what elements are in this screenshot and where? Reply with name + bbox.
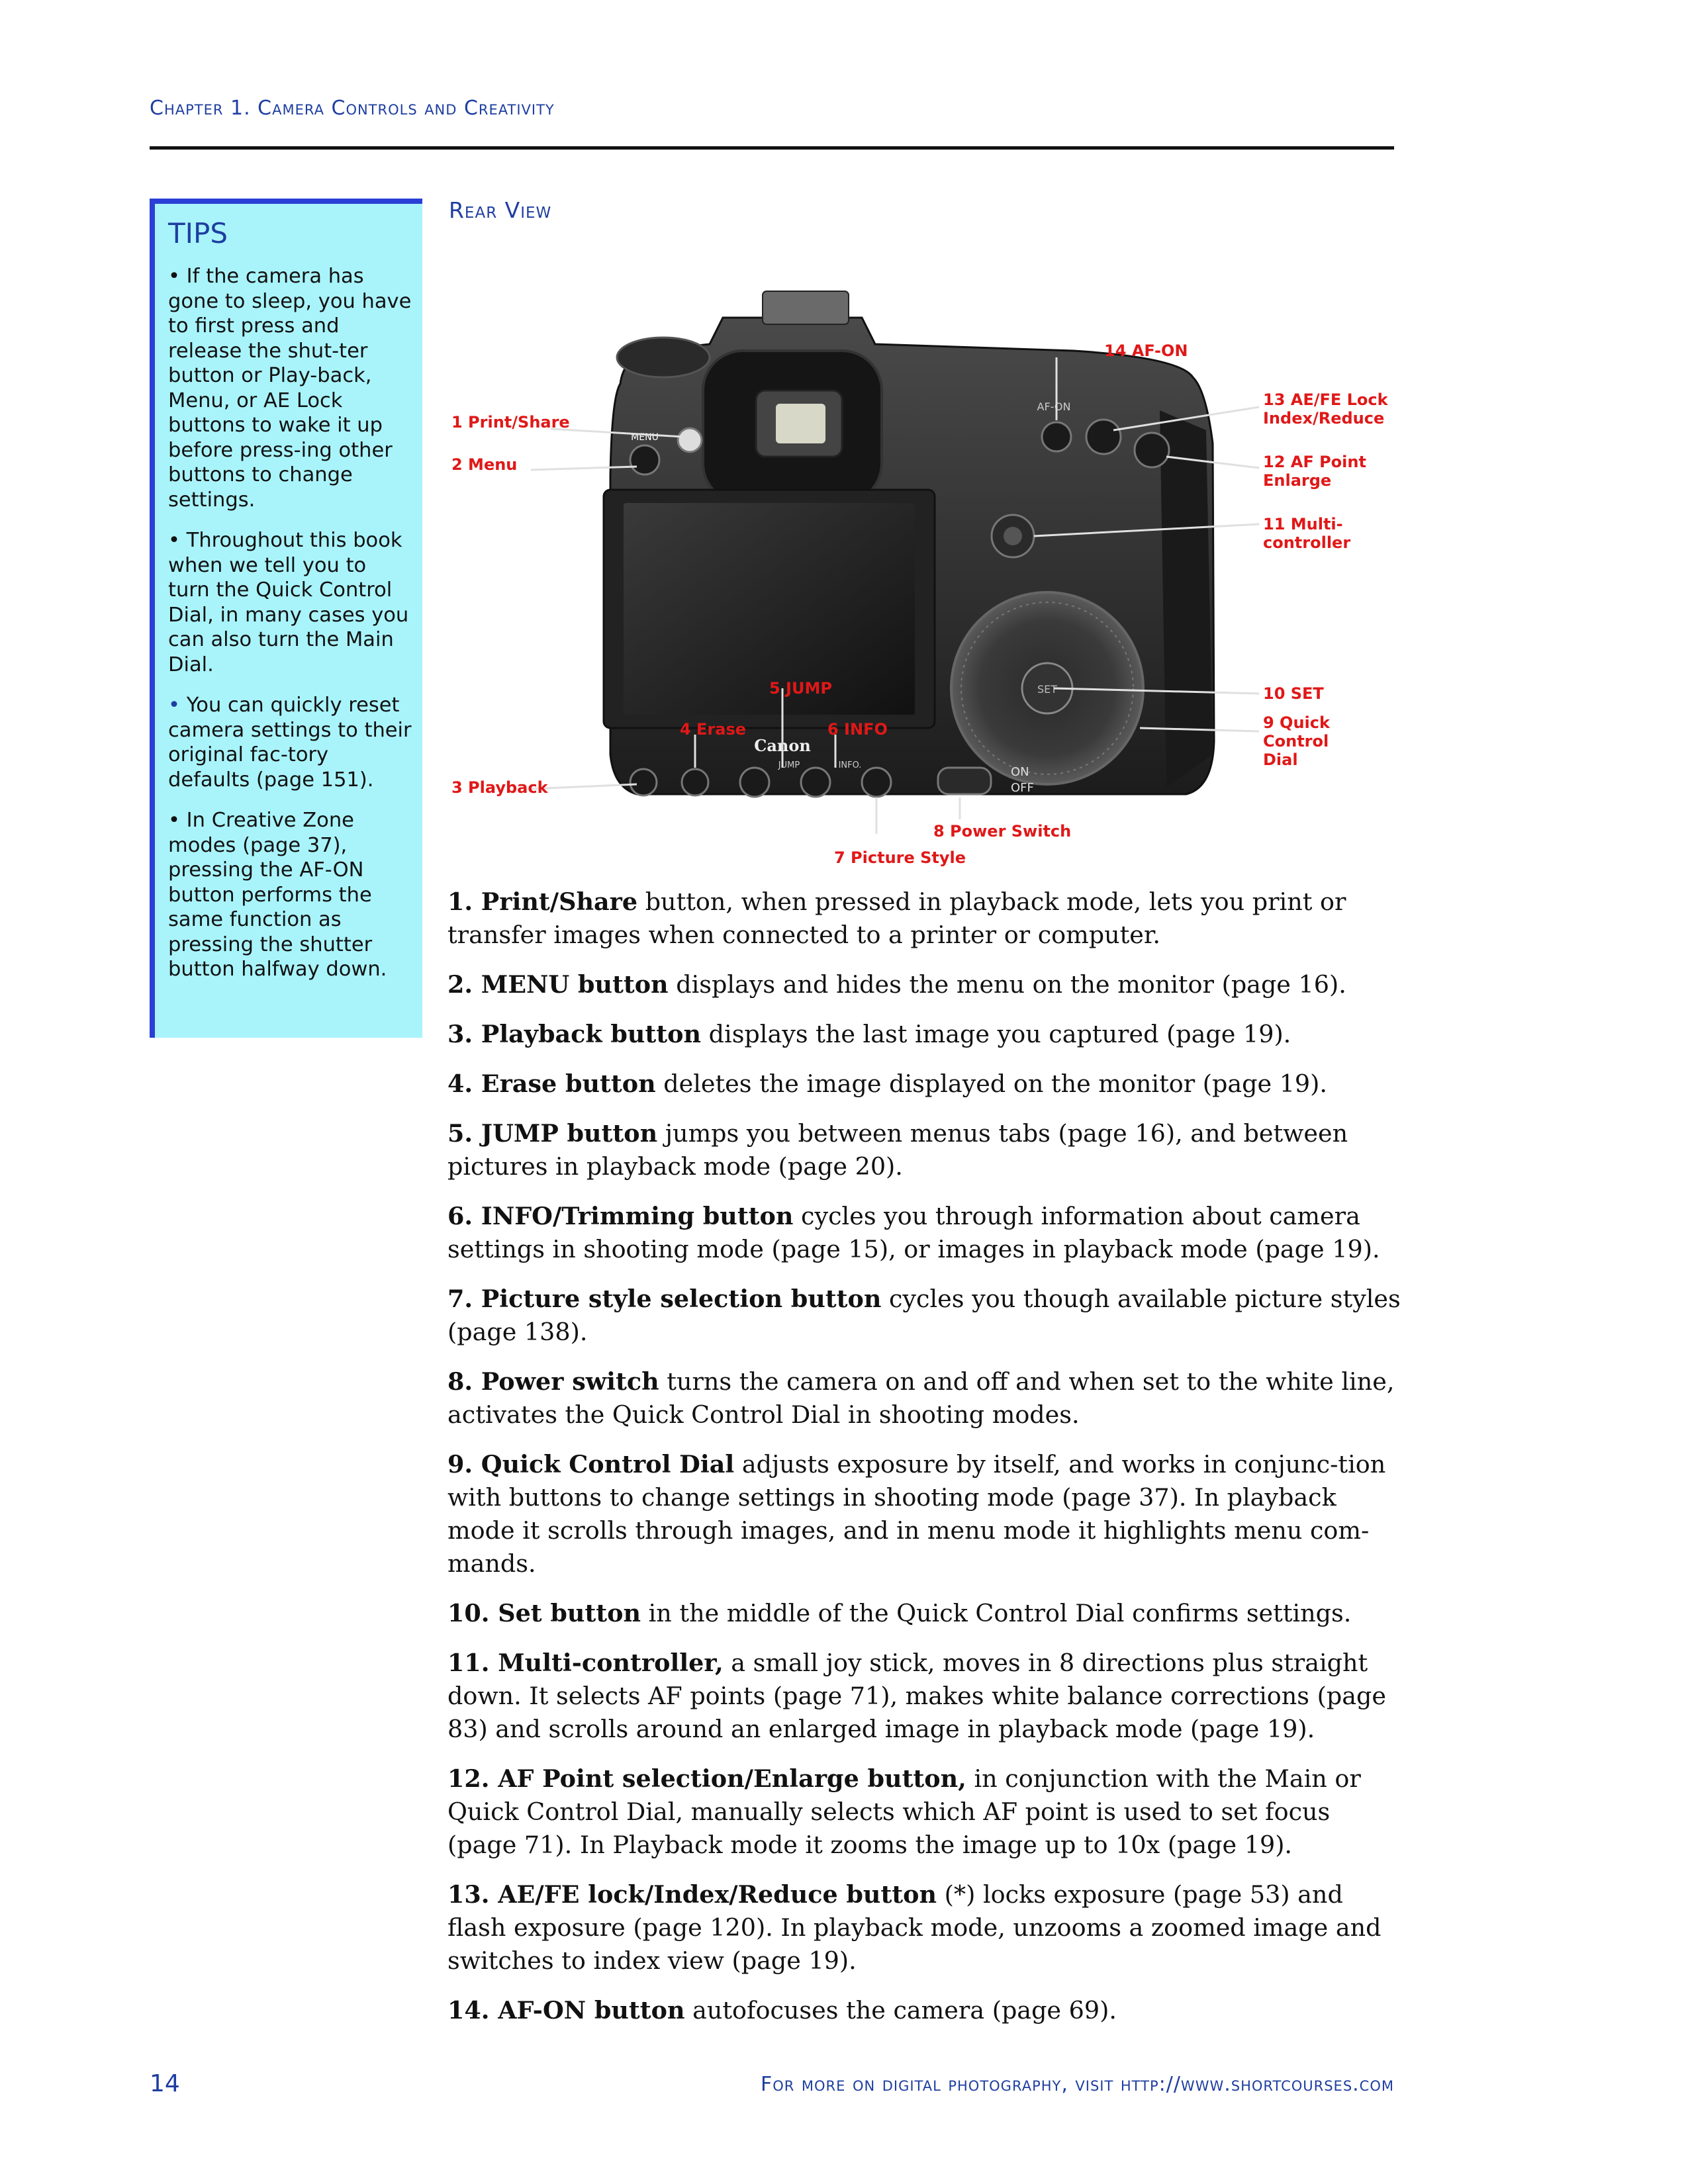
description-text: in conjunction with the Main or Quick Control Dial, manually selects which AF point is used to set focus (page 71). In Playback mode it zooms the image up to 10x (page 19). bbox=[447, 1764, 1361, 1859]
callout-jump: 5 JUMP bbox=[769, 679, 832, 698]
callout-power-switch: 8 Power Switch bbox=[933, 822, 1072, 841]
tips-title: TIPS bbox=[168, 217, 228, 250]
description-term: 13. AE/FE lock/Index/Reduce button bbox=[447, 1880, 937, 1909]
description-text: button, when pressed in playback mode, lets you print or transfer images when connected to a printer or computer. bbox=[447, 887, 1346, 949]
description-item bbox=[447, 1597, 1401, 1630]
tip-item bbox=[168, 693, 413, 792]
description-item bbox=[447, 1762, 1401, 1862]
camera-label-info: INFO. bbox=[838, 760, 862, 770]
section-title: Rear View bbox=[449, 197, 552, 223]
tip-item: • In Creative Zone modes (page 37), pressing the AF-ON button performs the same function as pressing the shutter button halfway down. bbox=[168, 809, 387, 981]
description-text: turns the camera on and off and when set to the white line, activates the Quick Control Dial in shooting modes. bbox=[447, 1367, 1395, 1429]
description-text: jumps you between menus tabs (page 16), and between pictures in playback mode (page 20). bbox=[447, 1119, 1348, 1181]
description-term: 9. Quick Control Dial bbox=[447, 1450, 735, 1479]
camera-rear-view-figure bbox=[445, 278, 1398, 874]
callout-af-on: 14 AF-ON bbox=[1104, 341, 1188, 360]
description-item bbox=[447, 1068, 1401, 1101]
chapter-header: Chapter 1. Camera Controls and Creativity bbox=[150, 97, 555, 120]
camera-label-set: SET bbox=[1037, 683, 1058, 696]
page-number: 14 bbox=[150, 2070, 180, 2097]
description-item bbox=[447, 886, 1401, 952]
camera-label-afon: AF-ON bbox=[1037, 400, 1071, 413]
tip-item: • If the camera has gone to sleep, you have to first press and release the shut-ter button or Play-back, Menu, or AE Lock buttons to wake it up before press-ing other buttons to change settings. bbox=[168, 265, 412, 512]
tip-item: • Throughout this book when we tell you to turn the Quick Control Dial, in many cases you can also turn the Main Dial. bbox=[168, 529, 409, 676]
control-description-list bbox=[447, 886, 1401, 2044]
description-item bbox=[447, 1018, 1401, 1051]
callout-info: 6 INFO bbox=[827, 720, 888, 739]
description-text: displays and hides the menu on the monitor (page 16). bbox=[668, 970, 1346, 999]
description-term: 4. Erase button bbox=[447, 1069, 656, 1098]
description-item bbox=[447, 1283, 1401, 1349]
camera-label-off: OFF bbox=[1011, 781, 1034, 795]
description-term: 11. Multi-controller, bbox=[447, 1649, 724, 1677]
callout-multi-controller: 11 Multi- bbox=[1263, 515, 1343, 533]
camera-label-menu: MENU bbox=[631, 432, 659, 443]
description-text: a small joy stick, moves in 8 directions plus straight down. It selects AF points (page 71), makes white balance corrections (page 83) and scrolls around an enlarged image in playback mode (page 19). bbox=[447, 1649, 1386, 1743]
description-term: 7. Picture style selection button bbox=[447, 1285, 882, 1313]
callout-quick-control-dial: 9 Quick bbox=[1263, 713, 1330, 732]
description-item bbox=[447, 1647, 1401, 1746]
description-item bbox=[447, 1365, 1401, 1432]
description-term: 8. Power switch bbox=[447, 1367, 659, 1396]
description-item bbox=[447, 1878, 1401, 1978]
description-item bbox=[447, 1448, 1401, 1580]
description-term: 14. AF-ON button bbox=[447, 1996, 685, 2025]
camera-label-on: ON bbox=[1011, 765, 1029, 779]
description-text: adjusts exposure by itself, and works in conjunc-tion with buttons to change settings in shooting mode (page 37). In playback mode it scrolls through images, and in menu mode it highlights menu com-mands. bbox=[447, 1450, 1386, 1578]
description-term: 12. AF Point selection/Enlarge button, bbox=[447, 1764, 966, 1793]
description-term: 1. Print/Share bbox=[447, 887, 638, 916]
description-text: (*) locks exposure (page 53) and flash exposure (page 120). In playback mode, unzooms a zoomed image and switches to index view (page 19). bbox=[447, 1880, 1382, 1975]
description-item bbox=[447, 1200, 1401, 1266]
description-text: cycles you through information about camera settings in shooting mode (page 15), or images in playback mode (page 19). bbox=[447, 1202, 1380, 1263]
callout-picture-style: 7 Picture Style bbox=[834, 848, 966, 867]
description-text: displays the last image you captured (page 19). bbox=[701, 1020, 1291, 1048]
callout-quick-control-dial-line2: Control bbox=[1263, 732, 1329, 751]
description-term: 6. INFO/Trimming button bbox=[447, 1202, 794, 1230]
description-term: 2. MENU button bbox=[447, 970, 669, 999]
tip-text: You can quickly reset camera settings to their original fac-tory defaults (page 151). bbox=[168, 694, 412, 792]
callout-quick-control-dial-line3: Dial bbox=[1263, 751, 1298, 769]
description-item bbox=[447, 1117, 1401, 1183]
callout-menu: 2 Menu bbox=[451, 455, 518, 474]
callout-af-point-enlarge-line2: Enlarge bbox=[1263, 471, 1332, 490]
tips-sidebar bbox=[150, 199, 422, 1038]
callout-playback: 3 Playback bbox=[451, 778, 548, 797]
callout-erase: 4 Erase bbox=[680, 720, 747, 739]
camera-label-jump: JUMP bbox=[778, 760, 800, 770]
callout-multi-controller-line2: controller bbox=[1263, 533, 1351, 552]
description-text: deletes the image displayed on the monitor (page 19). bbox=[655, 1069, 1327, 1098]
header-rule bbox=[150, 146, 1394, 150]
description-term: 10. Set button bbox=[447, 1599, 641, 1627]
description-term: 3. Playback button bbox=[447, 1020, 702, 1048]
callout-print-share: 1 Print/Share bbox=[451, 413, 570, 432]
description-text: in the middle of the Quick Control Dial confirms settings. bbox=[641, 1599, 1352, 1627]
callout-ae-fe-lock-line2: Index/Reduce bbox=[1263, 409, 1385, 428]
description-item bbox=[447, 968, 1401, 1001]
footer-link-text: For more on digital photography, visit http://www.shortcourses.com bbox=[760, 2073, 1394, 2096]
description-text: cycles you though available picture styles (page 138). bbox=[447, 1285, 1401, 1346]
description-text: autofocuses the camera (page 69). bbox=[684, 1996, 1117, 2025]
callout-af-point-enlarge: 12 AF Point bbox=[1263, 453, 1366, 471]
camera-brand-logo: Canon bbox=[754, 736, 811, 755]
tip-bullet: • bbox=[168, 694, 180, 717]
callout-ae-fe-lock: 13 AE/FE Lock bbox=[1263, 390, 1388, 409]
callout-set: 10 SET bbox=[1263, 684, 1324, 703]
description-term: 5. JUMP button bbox=[447, 1119, 658, 1148]
description-item bbox=[447, 1994, 1401, 2027]
